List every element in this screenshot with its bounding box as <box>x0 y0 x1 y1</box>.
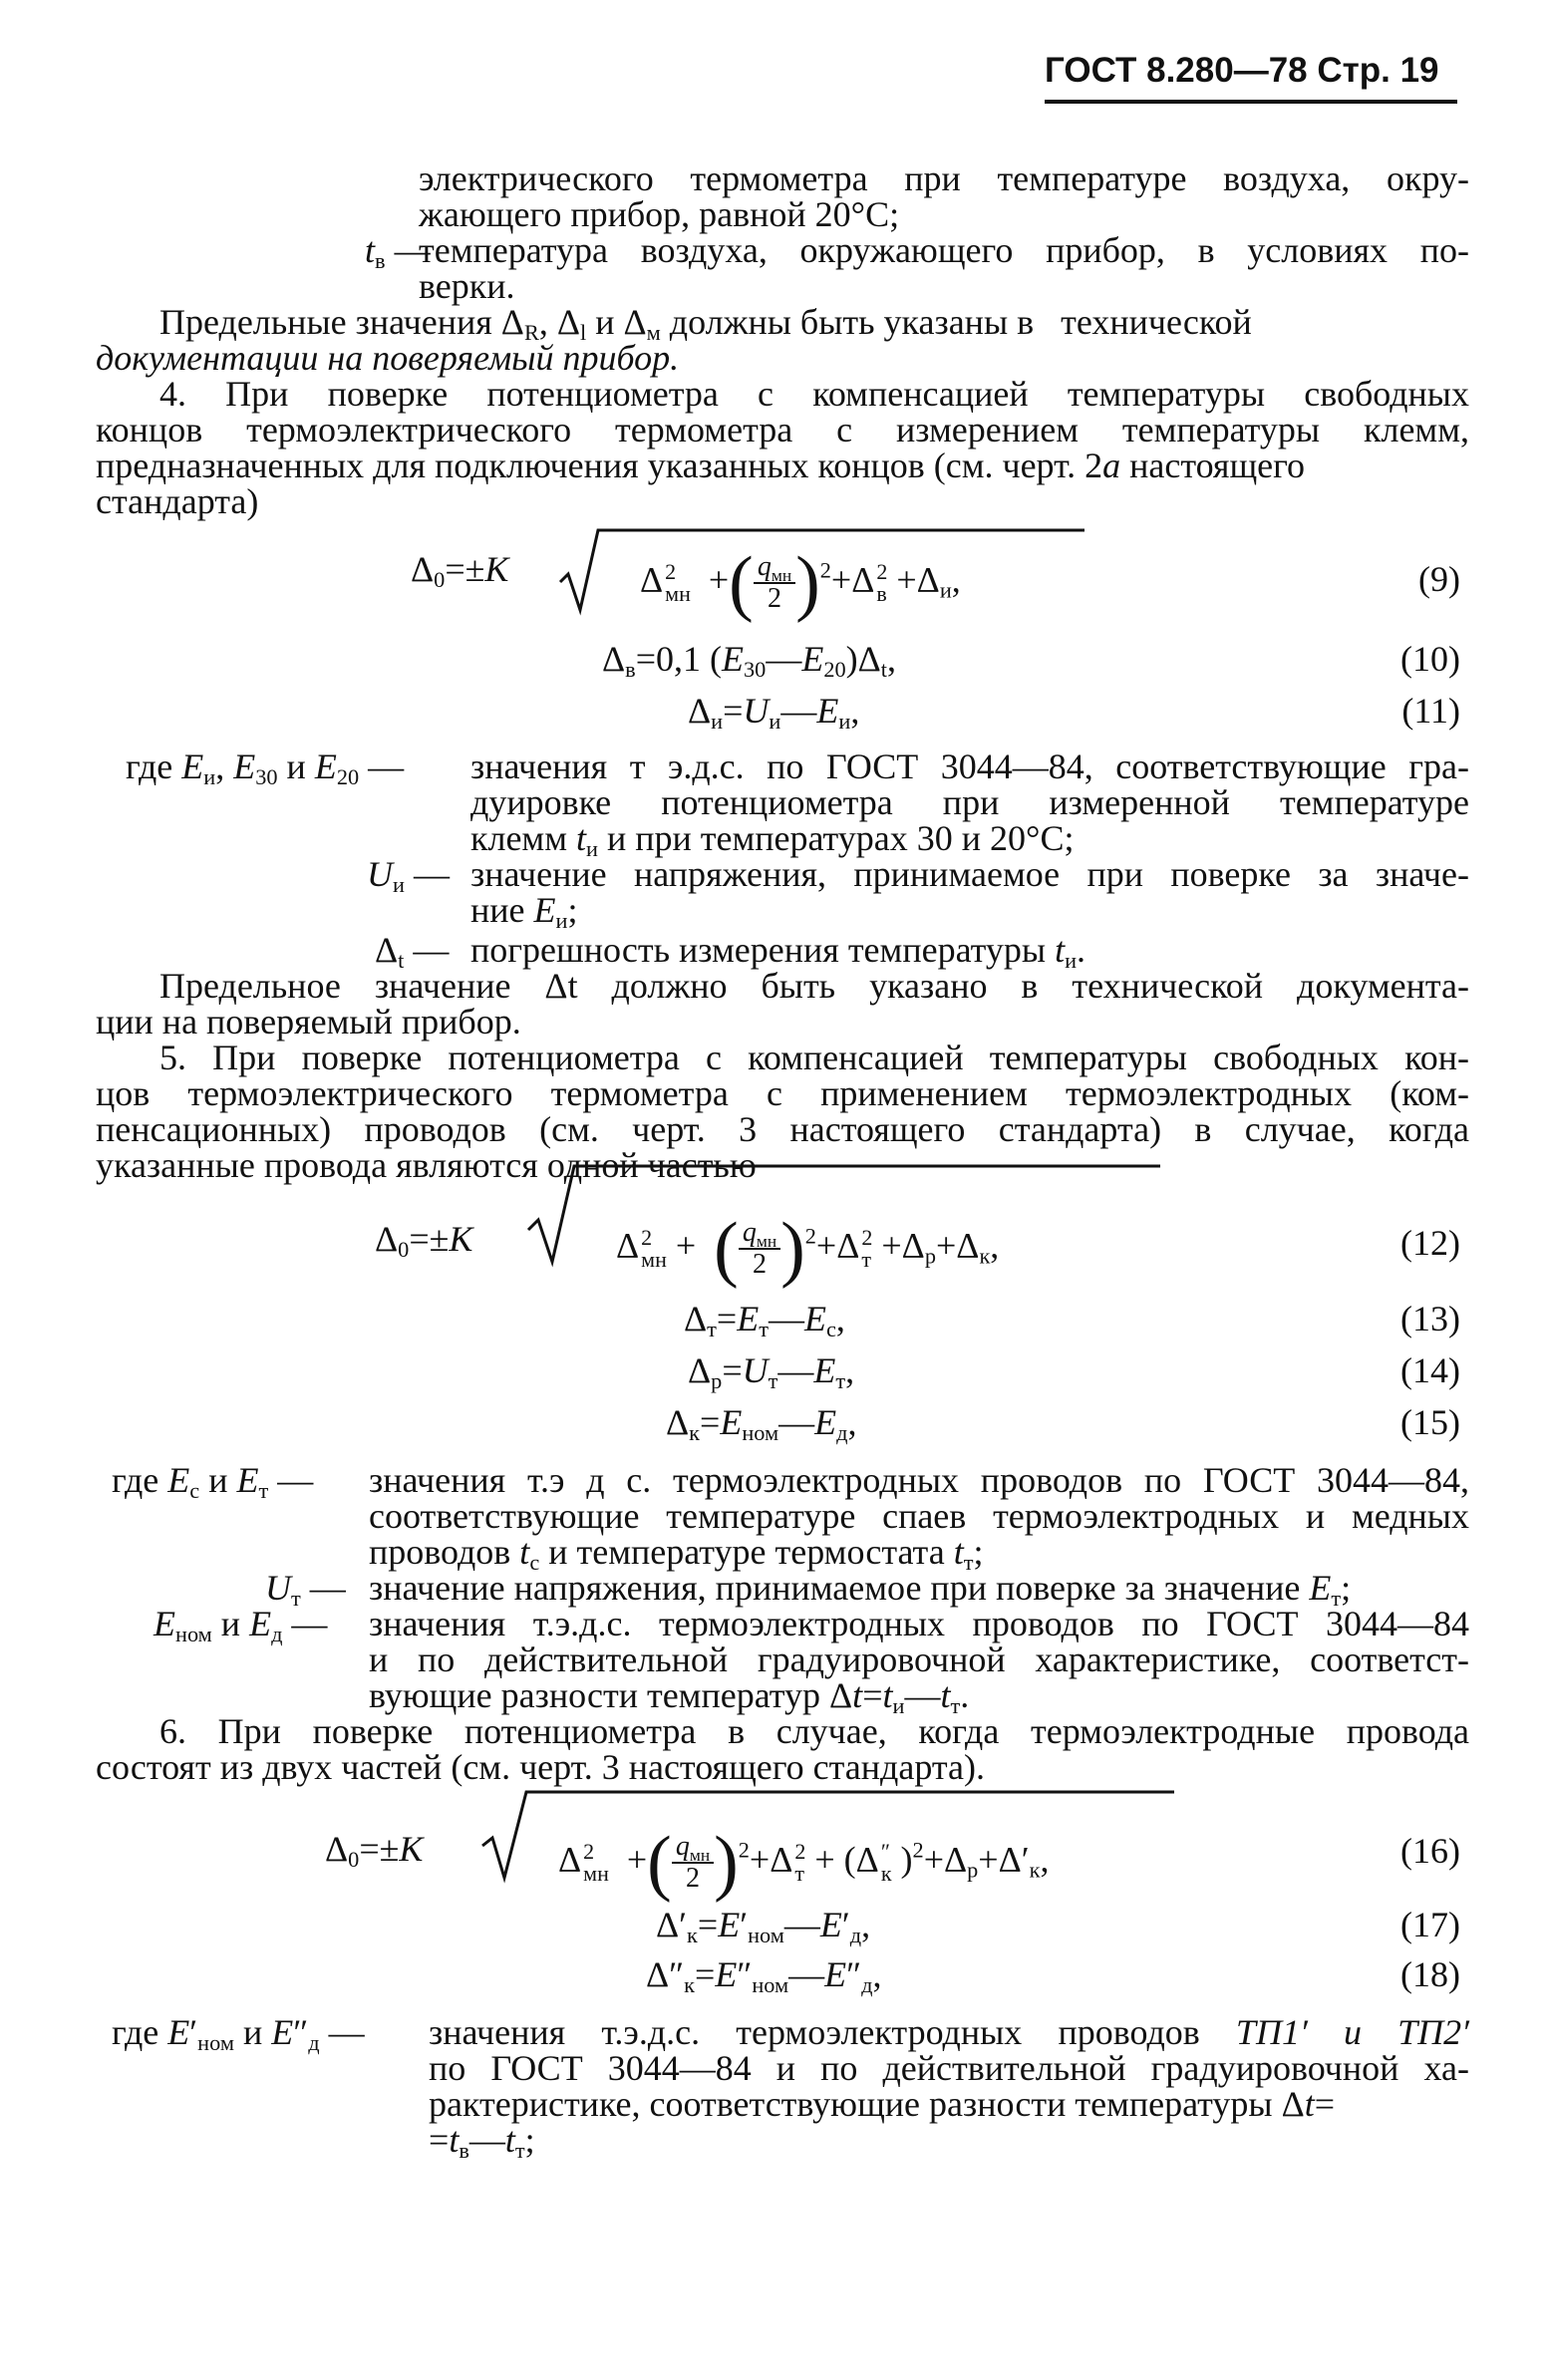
equation-10: $\Delta_в=0,1$ $(E_{30}—E_{20})\Delta_t$, <box>602 639 896 682</box>
symbol-label: где $E'_{ном}$ и $E''_д$ — <box>112 2012 365 2055</box>
equation-16-radicand: Δ 2 мн +( $\frac{q_{мн}}{2}$ )$^2$+Δ 2 т + (Δ ″ к )$^2+\Delta_р+\Delta'_к$, <box>558 1822 1050 1904</box>
text-line: состоят из двух частей (см. черт. 3 настоящего стандарта). <box>96 1747 985 1787</box>
text-line: стандарта) <box>96 481 259 521</box>
equation-number: (15) <box>1400 1402 1460 1442</box>
text-line: документации на поверяемый прибор. <box>96 338 680 378</box>
text-line: концов термоэлектрического термометра с измерением температуры клемм, <box>96 410 1469 449</box>
text-line: Предельные значения $\Delta_R$, $\Delta_l$ и $\Delta_м$ должны быть указаны в технической <box>159 302 1252 345</box>
symbol-label: где $E_с$ и $E_т$ — <box>112 1460 314 1503</box>
symbol-label: $E_{ном}$ и $E_д$ — <box>154 1604 328 1646</box>
equation-13: $\Delta_т=E_т—E_с$, <box>684 1299 845 1341</box>
text-line: $=t_в—t_т$; <box>429 2120 535 2163</box>
equation-16: $\Delta_0=\pm K$ <box>325 1829 424 1872</box>
text-line: и по действительной градуировочной характеристике, соответст- <box>369 1639 1469 1679</box>
equation-14: $\Delta_р=U_т—E_т$, <box>688 1350 855 1393</box>
text-line: 6. При поверке потенциометра в случае, когда термоэлектродные провода <box>159 1711 1469 1751</box>
equation-9-radicand: Δ 2 мн +( $\frac{q_{мн}}{2}$ )$^2$+Δ 2 в $+\Delta_и$, <box>640 542 961 624</box>
equation-12: $\Delta_0=\pm K$ <box>375 1219 473 1262</box>
text-line: значения т.э.д.с. термоэлектродных проводов по ГОСТ 3044—84 <box>369 1604 1469 1643</box>
text-line: значения т.э д с. термоэлектродных проводов по ГОСТ 3044—84, <box>369 1460 1469 1500</box>
text-line: 5. При поверке потенциометра с компенсацией температуры свободных кон- <box>159 1038 1469 1077</box>
text-line: значения т.э.д.с. термоэлектродных проводов ТП1′ и ТП2′ <box>429 2012 1470 2052</box>
text-line: электрического термометра при температуре воздуха, окру- <box>419 158 1469 198</box>
text-line: 4. При поверке потенциометра с компенсацией температуры свободных <box>159 374 1469 414</box>
text-line: погрешность измерения температуры $t_и$. <box>470 930 1086 973</box>
text-line: значение напряжения, принимаемое при поверке за значе- <box>470 854 1469 894</box>
equation-number: (10) <box>1400 639 1460 679</box>
equation-number: (17) <box>1400 1905 1460 1944</box>
header-rule <box>1045 100 1457 104</box>
equation-number: (12) <box>1400 1223 1460 1263</box>
equation-18: $\Delta''_к=E''_{ном}—E''_д$, <box>646 1954 882 1997</box>
equation-number: (9) <box>1418 559 1460 599</box>
text-line: предназначенных для подключения указанных концов (см. черт. 2а настоящего <box>96 446 1306 485</box>
equation-17: $\Delta'_к=E'_{ном}—E'_д$, <box>656 1905 871 1947</box>
symbol-label: $U_т$ — <box>265 1568 346 1611</box>
equation-number: (14) <box>1400 1350 1460 1390</box>
text-line: указанные провода являются одной частью <box>96 1145 757 1185</box>
page-header: ГОСТ 8.280—78 Стр. 19 <box>1045 51 1439 90</box>
equation-9: $\Delta_0=\pm K$ <box>411 549 509 592</box>
text-line: температура воздуха, окружающего прибор, в условиях по- <box>419 230 1469 270</box>
text-line: соответствующие температуре спаев термоэлектродных и медных <box>369 1496 1469 1536</box>
equation-15: $\Delta_к=E_{ном}—E_д$, <box>666 1402 857 1445</box>
equation-number: (11) <box>1401 691 1460 731</box>
equation-number: (13) <box>1400 1299 1460 1339</box>
text-line: ции на поверяемый прибор. <box>96 1002 521 1041</box>
symbol-label: $U_и$ — <box>367 854 450 897</box>
equation-12-radicand: Δ 2 мн + ( $\frac{q_{мн}}{2}$ )$^2$+Δ 2 т $+\Delta_р+\Delta_к$, <box>616 1208 1000 1290</box>
text-line: значение напряжения, принимаемое при поверке за значение $E_т$; <box>369 1568 1352 1611</box>
text-line: по ГОСТ 3044—84 и по действительной градуировочной ха- <box>429 2048 1469 2088</box>
text-line: верки. <box>419 266 515 306</box>
symbol-label: где $E_и$, $E_{30}$ и $E_{20}$ — <box>126 746 405 789</box>
text-line: Предельное значение Δt должно быть указано в технической документа- <box>159 966 1469 1006</box>
equation-number: (18) <box>1400 1954 1460 1994</box>
text-line: рактеристике, соответствующие разности температуры Δt= <box>429 2084 1336 2124</box>
symbol-label: $\Delta_t$ — <box>375 930 450 973</box>
symbol-label: $t_в$ — <box>365 230 431 273</box>
text-line: пенсационных) проводов (см. черт. 3 настоящего стандарта) в случае, когда <box>96 1109 1469 1149</box>
text-line: значения т э.д.с. по ГОСТ 3044—84, соответствующие гра- <box>470 746 1469 786</box>
text-line: клемм $t_и$ и при температурах 30 и 20°С; <box>470 818 1075 861</box>
text-line: дуировке потенциометра при измеренной температуре <box>470 782 1469 822</box>
equation-11: $\Delta_и=U_и—E_и$, <box>688 691 860 734</box>
text-line: вующие разности температур $\Delta t=t_и—t_т$. <box>369 1675 970 1718</box>
text-line: ние $E_и$; <box>470 890 578 933</box>
text-line: цов термоэлектрического термометра с применением термоэлектродных (ком- <box>96 1073 1469 1113</box>
text-line: жающего прибор, равной 20°С; <box>419 194 900 234</box>
text-line: проводов $t_с$ и температуре термостата $t_т$; <box>369 1532 984 1575</box>
equation-number: (16) <box>1400 1831 1460 1871</box>
